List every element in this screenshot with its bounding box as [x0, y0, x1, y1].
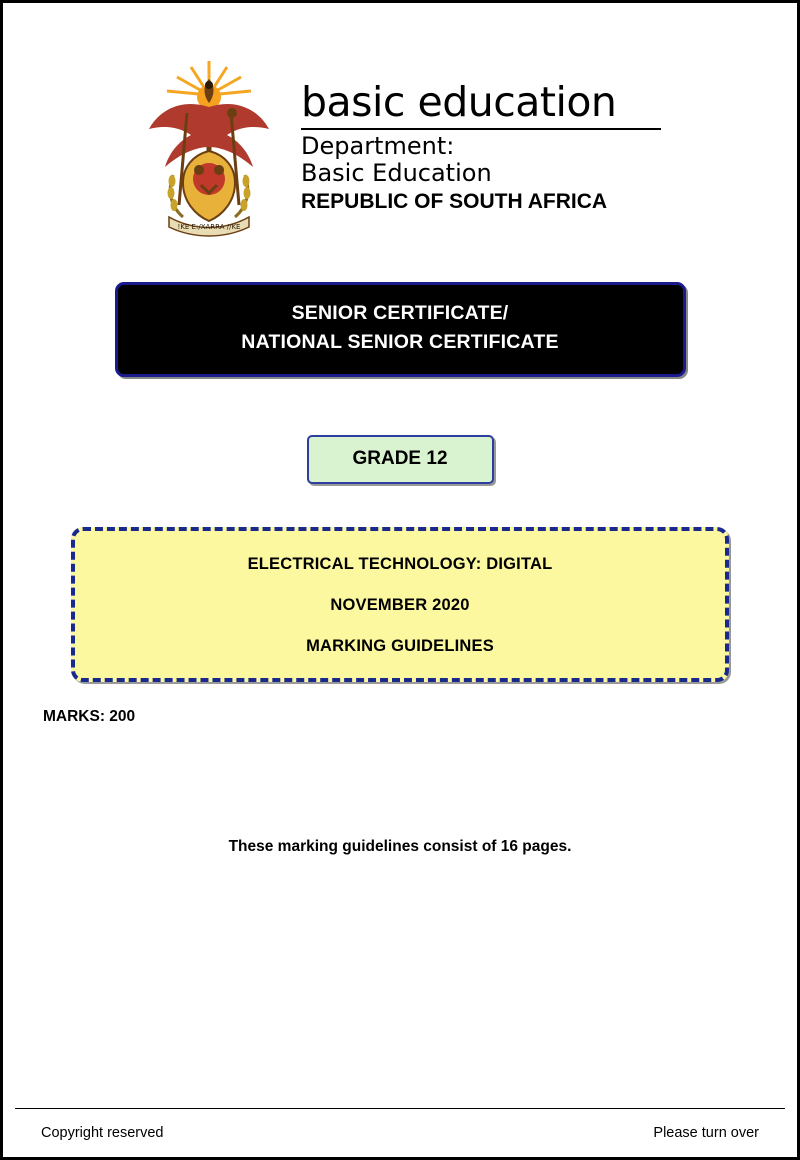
subject-name: ELECTRICAL TECHNOLOGY: DIGITAL [247, 554, 553, 573]
country-name: REPUBLIC OF SOUTH AFRICA [301, 190, 608, 214]
certificate-banner-wrap [41, 282, 759, 377]
grade-box: GRADE 12 [307, 435, 494, 484]
svg-text:!KE E:/XARRA //KE: !KE E:/XARRA //KE [177, 223, 241, 231]
grade-box-wrap [41, 435, 759, 484]
subject-box [71, 527, 729, 682]
certificate-line-2: NATIONAL SENIOR CERTIFICATE [241, 331, 559, 354]
footer-divider [15, 1108, 785, 1109]
south-africa-coat-of-arms-icon [139, 55, 279, 240]
brand-divider [301, 128, 661, 130]
document-footer [41, 1125, 759, 1141]
subject-box-wrap [41, 527, 759, 682]
brand-title: basic education [301, 77, 617, 126]
certificate-banner [115, 282, 686, 377]
marks-label: MARKS: 200 [43, 707, 136, 725]
turn-over-text: Please turn over [653, 1125, 759, 1141]
document-header [41, 3, 759, 240]
exam-session: NOVEMBER 2020 [330, 595, 470, 614]
department-text-block [301, 77, 661, 214]
certificate-line-1: SENIOR CERTIFICATE/ [291, 302, 509, 324]
department-name: Basic Education [301, 159, 492, 188]
department-label: Department: [301, 131, 455, 160]
page-content [3, 3, 797, 1157]
document-type: MARKING GUIDELINES [306, 636, 494, 655]
page-count-note: These marking guidelines consist of 16 pages. [228, 837, 572, 855]
copyright-text: Copyright reserved [41, 1125, 164, 1141]
